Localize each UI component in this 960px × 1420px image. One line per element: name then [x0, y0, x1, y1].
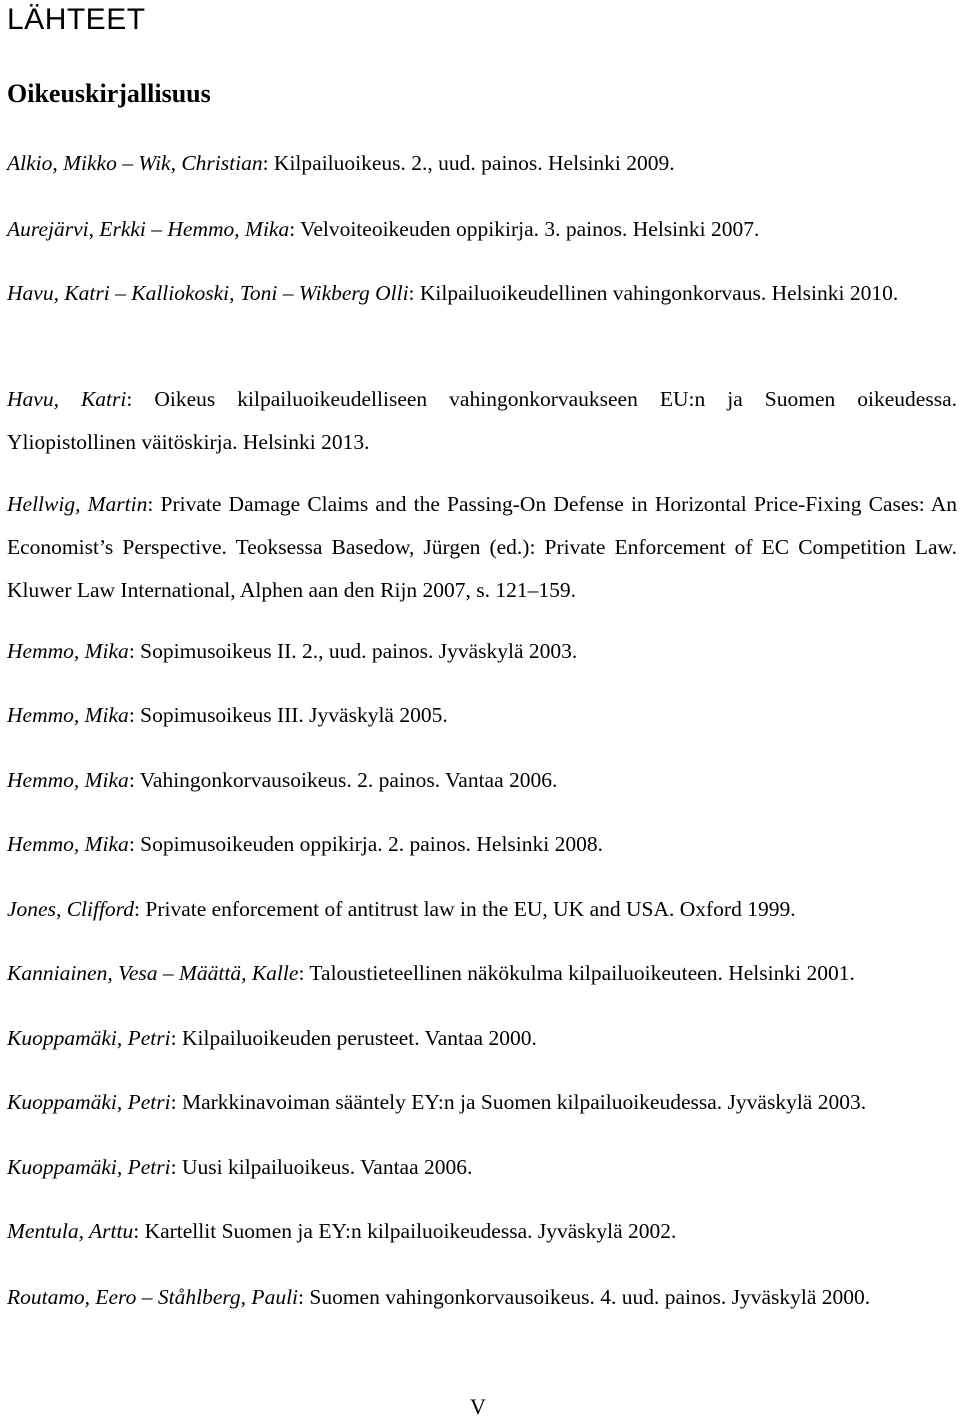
reference-item: [7, 759, 957, 802]
reference-text: : Private Damage Claims and the Passing-On Defense in Horizontal Price-Fixing Cases: An Economist’s Perspective. Teoksessa Basedow, Jürgen (ed.): Private Enforcement of EC Competition Law. Kluwer Law International, Alphen aan den Rijn 2007, s. 121–159.: [7, 492, 957, 602]
reference-text: : Velvoiteoikeuden oppikirja. 3. painos. Helsinki 2007.: [289, 217, 760, 241]
reference-item: [7, 1146, 957, 1189]
reference-text: : Private enforcement of antitrust law in the EU, UK and USA. Oxford 1999.: [134, 897, 796, 921]
reference-item: [7, 1081, 957, 1124]
reference-author: Hemmo, Mika: [7, 768, 129, 792]
reference-item: [7, 1210, 957, 1253]
reference-item: [7, 272, 957, 315]
reference-author: Routamo, Eero – Ståhlberg, Pauli: [7, 1285, 299, 1309]
reference-author: Hemmo, Mika: [7, 639, 129, 663]
reference-text: : Kilpailuoikeus. 2., uud. painos. Helsinki 2009.: [262, 151, 675, 175]
reference-author: Havu, Katri: [7, 387, 127, 411]
reference-item: [7, 694, 957, 737]
reference-text: : Markkinavoiman sääntely EY:n ja Suomen kilpailuoikeudessa. Jyväskylä 2003.: [170, 1090, 867, 1114]
reference-item: [7, 952, 957, 995]
reference-item: [7, 483, 957, 612]
reference-author: Mentula, Arttu: [7, 1219, 134, 1243]
section-title: Oikeuskirjallisuus: [7, 79, 211, 108]
reference-text: : Uusi kilpailuoikeus. Vantaa 2006.: [170, 1155, 473, 1179]
reference-author: Hemmo, Mika: [7, 703, 129, 727]
reference-author: Hemmo, Mika: [7, 832, 129, 856]
reference-item: [7, 208, 957, 251]
reference-item: [7, 1276, 957, 1319]
reference-author: Aurejärvi, Erkki – Hemmo, Mika: [7, 217, 290, 241]
reference-text: : Kilpailuoikeudellinen vahingonkorvaus. Helsinki 2010.: [408, 281, 899, 305]
reference-text: : Kartellit Suomen ja EY:n kilpailuoikeudessa. Jyväskylä 2002.: [133, 1219, 677, 1243]
reference-text: : Kilpailuoikeuden perusteet. Vantaa 2000.: [170, 1026, 537, 1050]
reference-author: Hellwig, Martin: [7, 492, 148, 516]
reference-text: : Sopimusoikeuden oppikirja. 2. painos. Helsinki 2008.: [128, 832, 603, 856]
reference-author: Alkio, Mikko – Wik, Christian: [7, 151, 263, 175]
reference-author: Jones, Clifford: [7, 897, 135, 921]
page-title: LÄHTEET: [7, 3, 146, 36]
reference-text: : Taloustieteellinen näkökulma kilpailuoikeuteen. Helsinki 2001.: [298, 961, 855, 985]
page-number: V: [470, 1394, 486, 1419]
reference-item: [7, 1017, 957, 1060]
reference-item: [7, 888, 957, 931]
reference-text: : Sopimusoikeus III. Jyväskylä 2005.: [128, 703, 448, 727]
reference-text: : Vahingonkorvausoikeus. 2. painos. Vantaa 2006.: [128, 768, 558, 792]
reference-author: Kanniainen, Vesa – Määttä, Kalle: [7, 961, 299, 985]
reference-item: [7, 630, 957, 673]
document-page: [7, 0, 957, 1419]
reference-author: Havu, Katri – Kalliokoski, Toni – Wikberg Olli: [7, 281, 409, 305]
reference-item: [7, 378, 957, 464]
reference-text: : Sopimusoikeus II. 2., uud. painos. Jyväskylä 2003.: [128, 639, 578, 663]
reference-author: Kuoppamäki, Petri: [7, 1090, 171, 1114]
reference-text: : Suomen vahingonkorvausoikeus. 4. uud. painos. Jyväskylä 2000.: [298, 1285, 871, 1309]
reference-item: [7, 142, 957, 185]
reference-item: [7, 823, 957, 866]
reference-author: Kuoppamäki, Petri: [7, 1026, 171, 1050]
reference-author: Kuoppamäki, Petri: [7, 1155, 171, 1179]
reference-text: : Oikeus kilpailuoikeudelliseen vahingonkorvaukseen EU:n ja Suomen oikeudessa. Yliopistollinen väitöskirja. Helsinki 2013.: [7, 387, 957, 454]
